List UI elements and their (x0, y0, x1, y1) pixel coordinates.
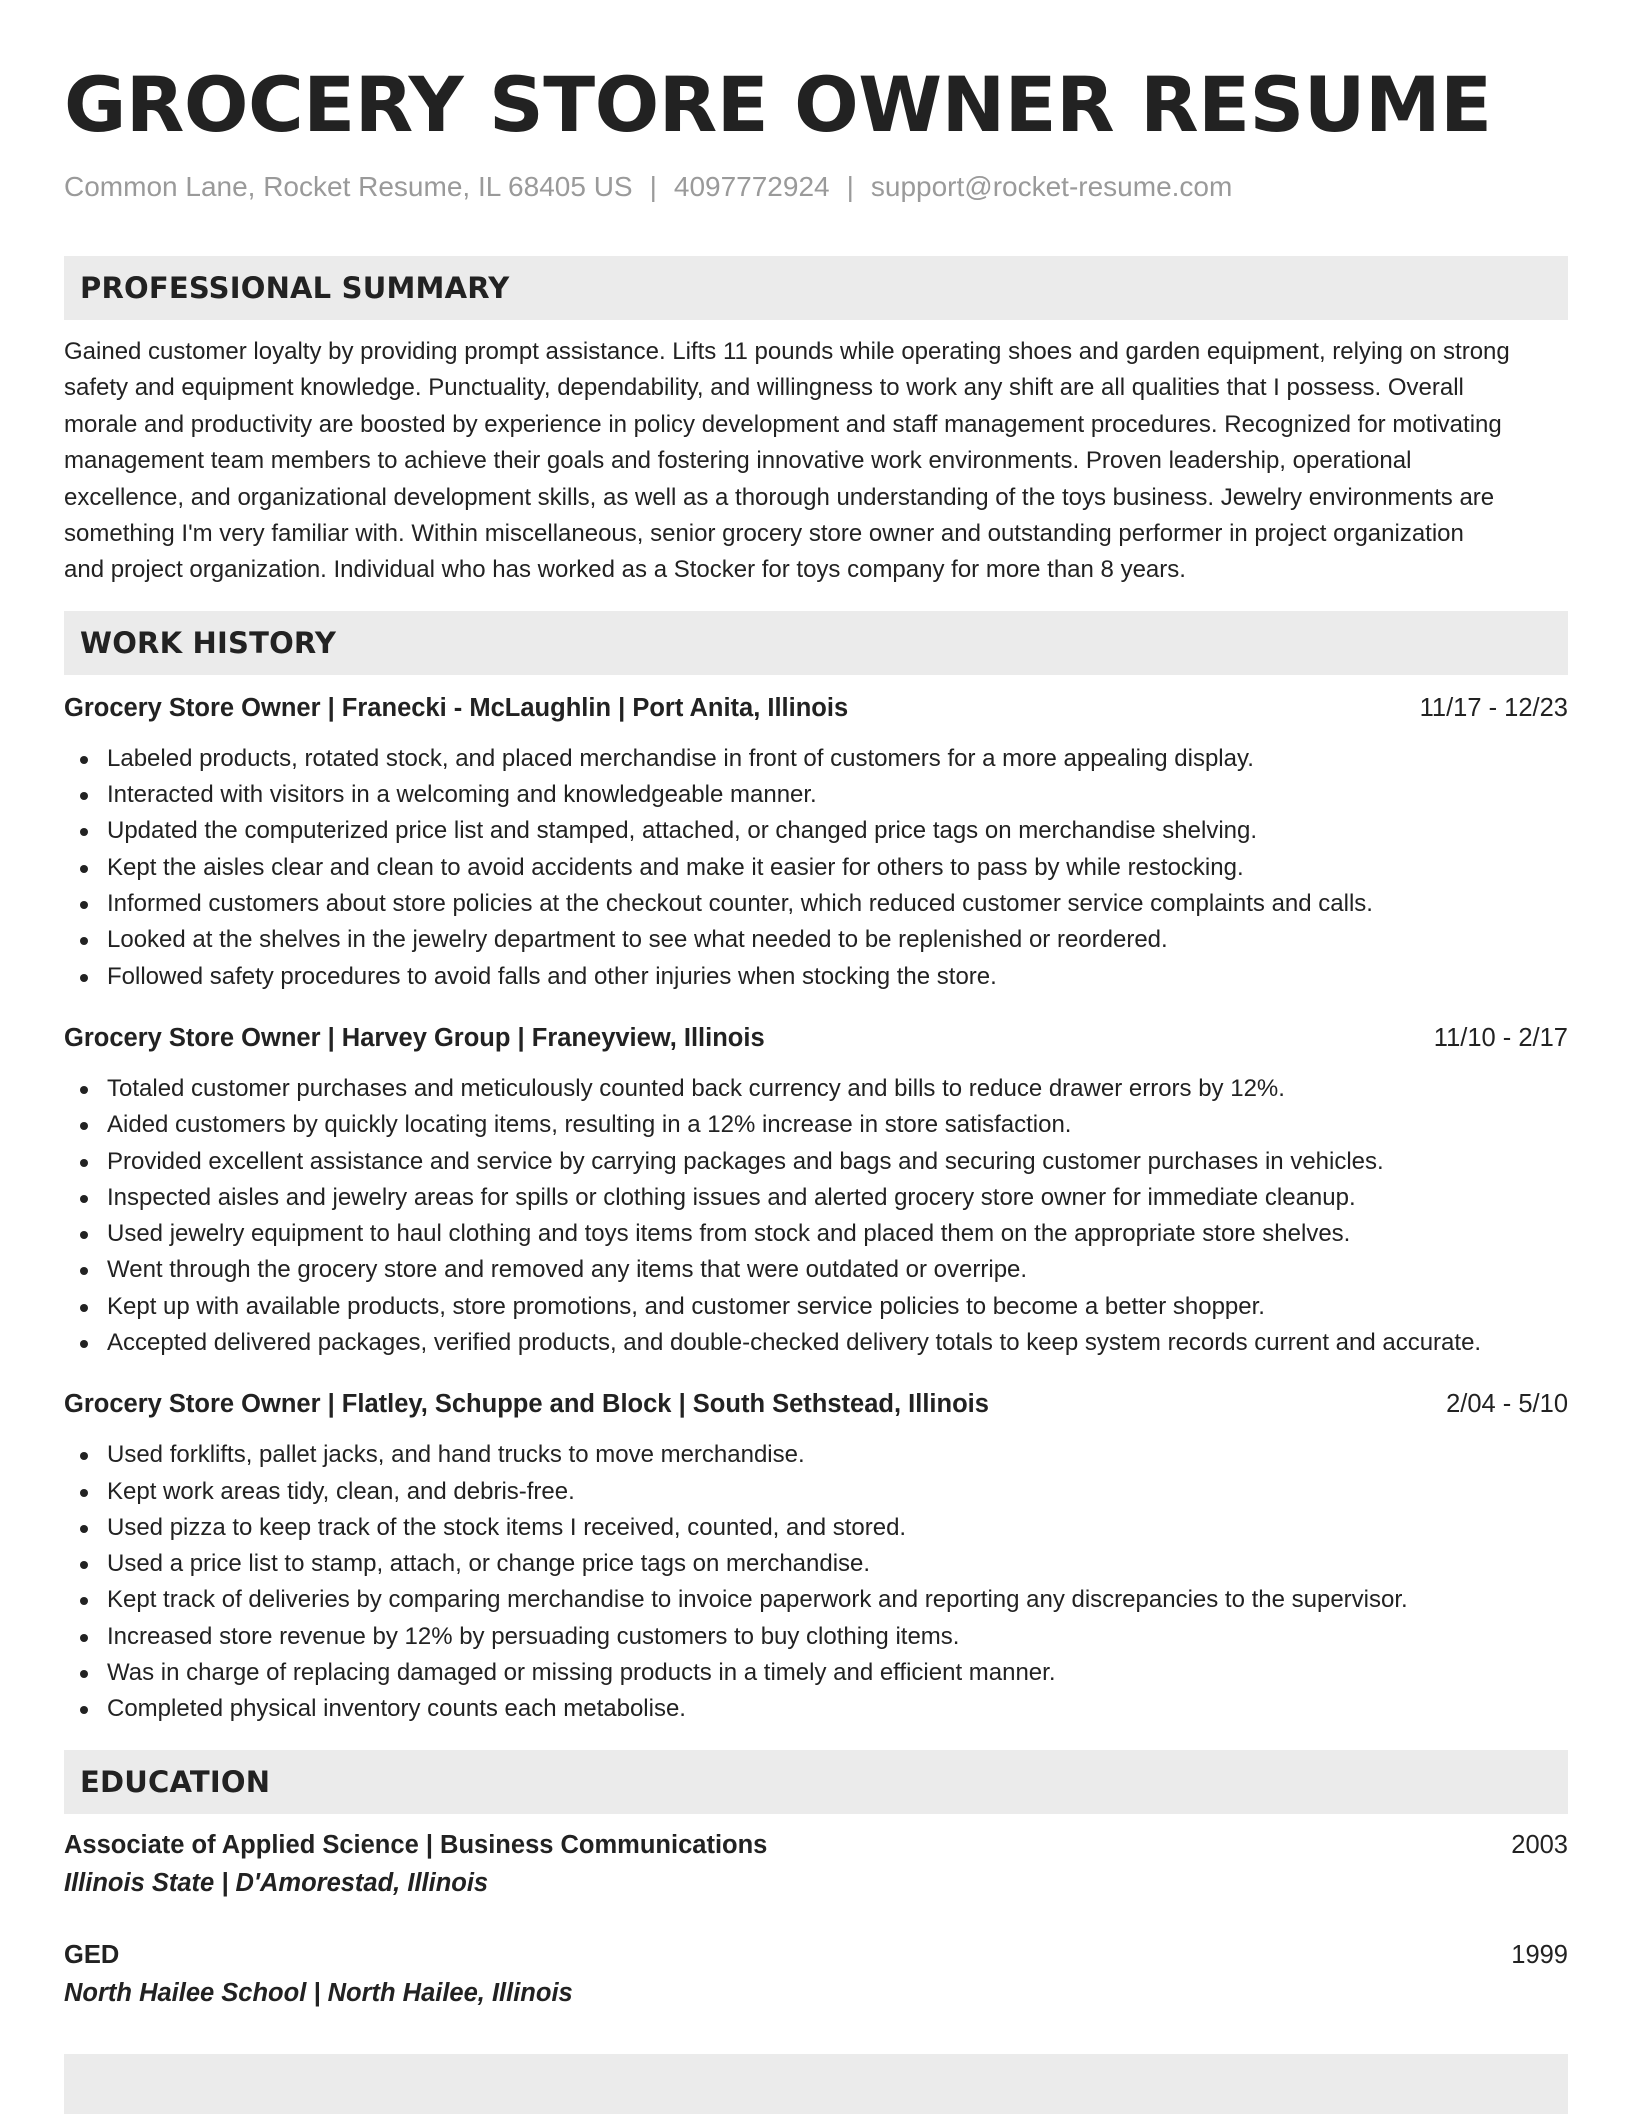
job-bullet: Used jewelry equipment to haul clothing and toys items from stock and placed them on the appropriate store shelves. (64, 1216, 1568, 1252)
job-bullet: Used a price list to stamp, attach, or change price tags on merchandise. (64, 1546, 1568, 1582)
resume-page (64, 0, 1568, 2114)
section-header-education (64, 1750, 1568, 1814)
education-school: Illinois State | D'Amorestad, Illinois (64, 1868, 489, 1897)
summary-line: excellence, and organizational development skills, as well as a thorough understanding of the toys business. Jewelry environments are (64, 483, 1495, 511)
job-header (64, 691, 1568, 725)
contact-phone: 4097772924 (673, 171, 830, 202)
summary-line: management team members to achieve their goals and fostering innovative work environments. Proven leadership, operational (64, 447, 1412, 475)
job-entry (64, 691, 1568, 995)
education-entry (64, 1828, 1568, 1900)
job-bullet: Kept up with available products, store promotions, and customer service policies to become a better shopper. (64, 1289, 1568, 1325)
job-bullet: Used pizza to keep track of the stock items I received, counted, and stored. (64, 1510, 1568, 1546)
job-bullet: Looked at the shelves in the jewelry department to see what needed to be replenished or reordered. (64, 922, 1568, 958)
job-bullet: Aided customers by quickly locating items, resulting in a 12% increase in store satisfaction. (64, 1107, 1568, 1143)
contact-separator: | (649, 171, 657, 202)
job-bullets (64, 1071, 1568, 1361)
education-degree: Associate of Applied Science | Business Communications (64, 1830, 768, 1859)
job-entry (64, 1387, 1568, 1727)
resume-title: GROCERY STORE OWNER RESUME (64, 60, 1492, 149)
section-title: PROFESSIONAL SUMMARY (80, 271, 510, 305)
job-bullet: Kept track of deliveries by comparing merchandise to invoice paperwork and reporting any discrepancies to the supervisor. (64, 1582, 1568, 1618)
job-header (64, 1387, 1568, 1421)
job-bullet: Kept work areas tidy, clean, and debris-free. (64, 1474, 1568, 1510)
job-bullet: Provided excellent assistance and service by carrying packages and bags and securing customer purchases in vehicles. (64, 1144, 1568, 1180)
job-bullets (64, 1437, 1568, 1727)
section-header-summary (64, 256, 1568, 320)
education-header (64, 1828, 1568, 1862)
job-bullet: Interacted with visitors in a welcoming and knowledgeable manner. (64, 777, 1568, 813)
section-title: EDUCATION (80, 1764, 271, 1799)
job-bullet: Totaled customer purchases and meticulously counted back currency and bills to reduce drawer errors by 12%. (64, 1071, 1568, 1107)
section-title: WORK HISTORY (80, 625, 337, 660)
contact-address: Common Lane, Rocket Resume, IL 68405 US (64, 171, 633, 202)
section-header-cutoff (64, 2054, 1568, 2114)
education-header (64, 1938, 1568, 1972)
job-bullet: Labeled products, rotated stock, and placed merchandise in front of customers for a more appealing display. (64, 741, 1568, 777)
summary-line: and project organization. Individual who has worked as a Stocker for toys company for more than 8 years. (64, 556, 1186, 584)
job-bullets (64, 741, 1568, 995)
job-dates: 11/17 - 12/23 (1419, 693, 1568, 722)
education-degree: GED (64, 1940, 120, 1969)
summary-line: Gained customer loyalty by providing prompt assistance. Lifts 11 pounds while operating shoes and garden equipment, relying on strong (64, 338, 1510, 365)
job-entry (64, 1021, 1568, 1361)
education-entry (64, 1938, 1568, 2010)
job-title: Grocery Store Owner | Harvey Group | Franeyview, Illinois (64, 1023, 765, 1052)
job-bullet: Accepted delivered packages, verified products, and double-checked delivery totals to keep system records current and accurate. (64, 1325, 1568, 1361)
contact-line (64, 170, 1568, 204)
summary-line: safety and equipment knowledge. Punctuality, dependability, and willingness to work any shift are all qualities that I possess. Overall (64, 374, 1464, 402)
job-title: Grocery Store Owner | Flatley, Schuppe and Block | South Sethstead, Illinois (64, 1390, 989, 1419)
job-bullet: Completed physical inventory counts each metabolise. (64, 1691, 1568, 1727)
contact-email: support@rocket-resume.com (870, 171, 1233, 202)
job-bullet: Followed safety procedures to avoid falls and other injuries when stocking the store. (64, 959, 1568, 995)
job-bullet: Increased store revenue by 12% by persuading customers to buy clothing items. (64, 1619, 1568, 1655)
summary-line: something I'm very familiar with. Within miscellaneous, senior grocery store owner and outstanding performer in project organization (64, 520, 1464, 548)
job-dates: 11/10 - 2/17 (1433, 1023, 1568, 1052)
job-dates: 2/04 - 5/10 (1446, 1390, 1568, 1419)
job-bullet: Updated the computerized price list and stamped, attached, or changed price tags on merchandise shelving. (64, 813, 1568, 849)
job-header (64, 1021, 1568, 1055)
job-bullet: Inspected aisles and jewelry areas for spills or clothing issues and alerted grocery store owner for immediate cleanup. (64, 1180, 1568, 1216)
education-school: North Hailee School | North Hailee, Illinois (64, 1978, 573, 2007)
summary-paragraph (64, 334, 1568, 589)
education-year: 1999 (1511, 1940, 1568, 1969)
job-bullet: Kept the aisles clear and clean to avoid accidents and make it easier for others to pass by while restocking. (64, 850, 1568, 886)
contact-separator: | (846, 171, 854, 202)
section-header-work-history (64, 611, 1568, 675)
education-year: 2003 (1511, 1830, 1568, 1859)
job-bullet: Used forklifts, pallet jacks, and hand trucks to move merchandise. (64, 1437, 1568, 1473)
summary-line: morale and productivity are boosted by experience in policy development and staff management procedures. Recognized for motivating (64, 410, 1502, 438)
job-title: Grocery Store Owner | Franecki - McLaughlin | Port Anita, Illinois (64, 693, 849, 722)
job-bullet: Was in charge of replacing damaged or missing products in a timely and efficient manner. (64, 1655, 1568, 1691)
job-bullet: Informed customers about store policies at the checkout counter, which reduced customer service complaints and calls. (64, 886, 1568, 922)
job-bullet: Went through the grocery store and removed any items that were outdated or overripe. (64, 1252, 1568, 1288)
